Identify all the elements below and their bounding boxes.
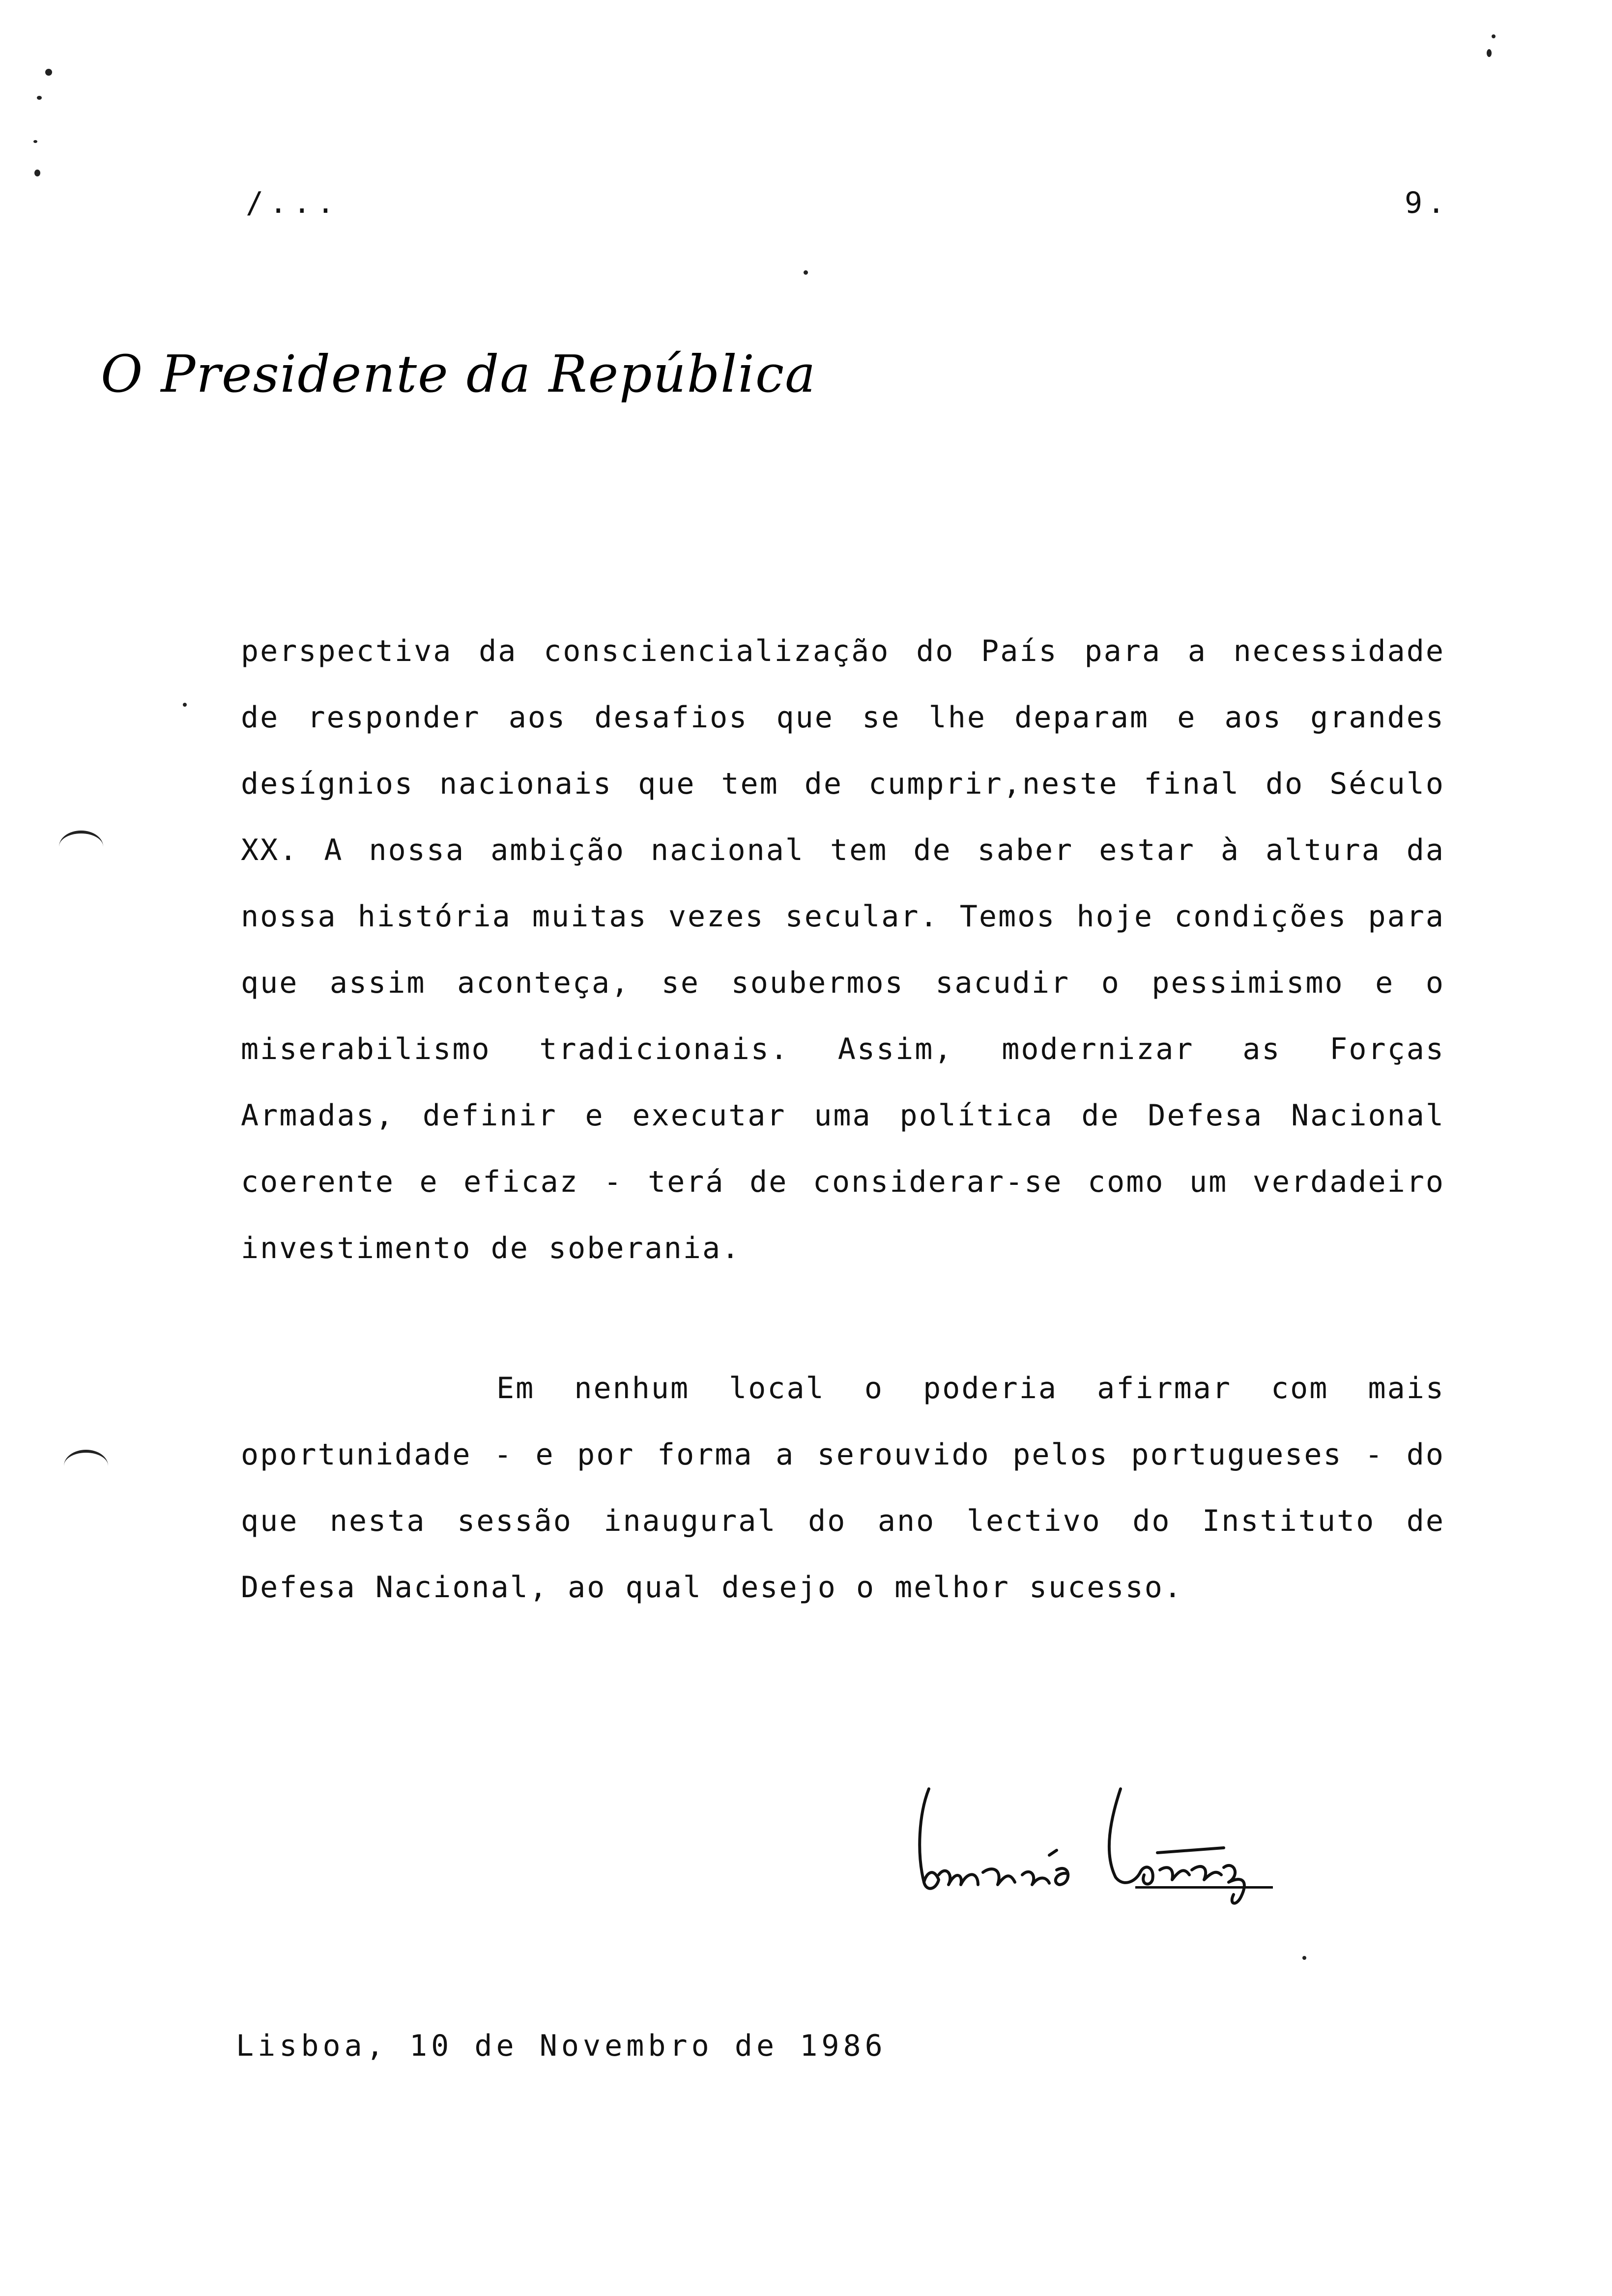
scan-speck (33, 140, 37, 143)
scan-speck (1302, 1956, 1306, 1960)
body-paragraph: Em nenhum local o poderia afirmar com mais oportunidade - e por forma a serouvido pelos portugueses - do que nesta sessão inaugural do ano lectivo do Instituto de Defesa Nacional, ao qual desejo o melhor sucesso. (241, 1371, 1445, 1605)
body-paragraph: perspectiva da consciencialização do País para a necessidade de responder aos desafios que se lhe deparam e aos grandes desígnios nacionais que tem de cumprir,neste final do Século XX. A nossa ambição nacional tem de saber estar à altura da nossa história muitas vezes secular. Temos hoje condições para que assim aconteça, se soubermos sacudir o pessimismo e o miserabilismo tradicionais. Assim, modernizar as Forças Armadas, definir e executar uma política de Defesa Nacional coerente e eficaz - terá de considerar-se como um verdadeiro investimento de soberania. (241, 634, 1445, 1265)
scan-speck (37, 96, 42, 100)
place-and-date: Lisboa, 10 de Novembro de 1986 (236, 2029, 887, 2063)
scan-speck (34, 170, 40, 176)
signature (909, 1769, 1352, 1917)
signature-underline (1135, 1886, 1273, 1889)
letter-body (241, 618, 1445, 1605)
continuation-marker: /... (246, 186, 341, 220)
scan-speck (804, 270, 808, 275)
scan-speck (1487, 49, 1492, 57)
scan-speck (1492, 34, 1496, 38)
page-number: 9. (1405, 186, 1450, 220)
signature-name (919, 1804, 1364, 1884)
letterhead-title: O Presidente da República (101, 344, 817, 404)
punch-hole-mark (59, 831, 103, 863)
scan-speck (183, 703, 187, 707)
punch-hole-mark (64, 1450, 108, 1482)
scan-speck (45, 69, 52, 76)
